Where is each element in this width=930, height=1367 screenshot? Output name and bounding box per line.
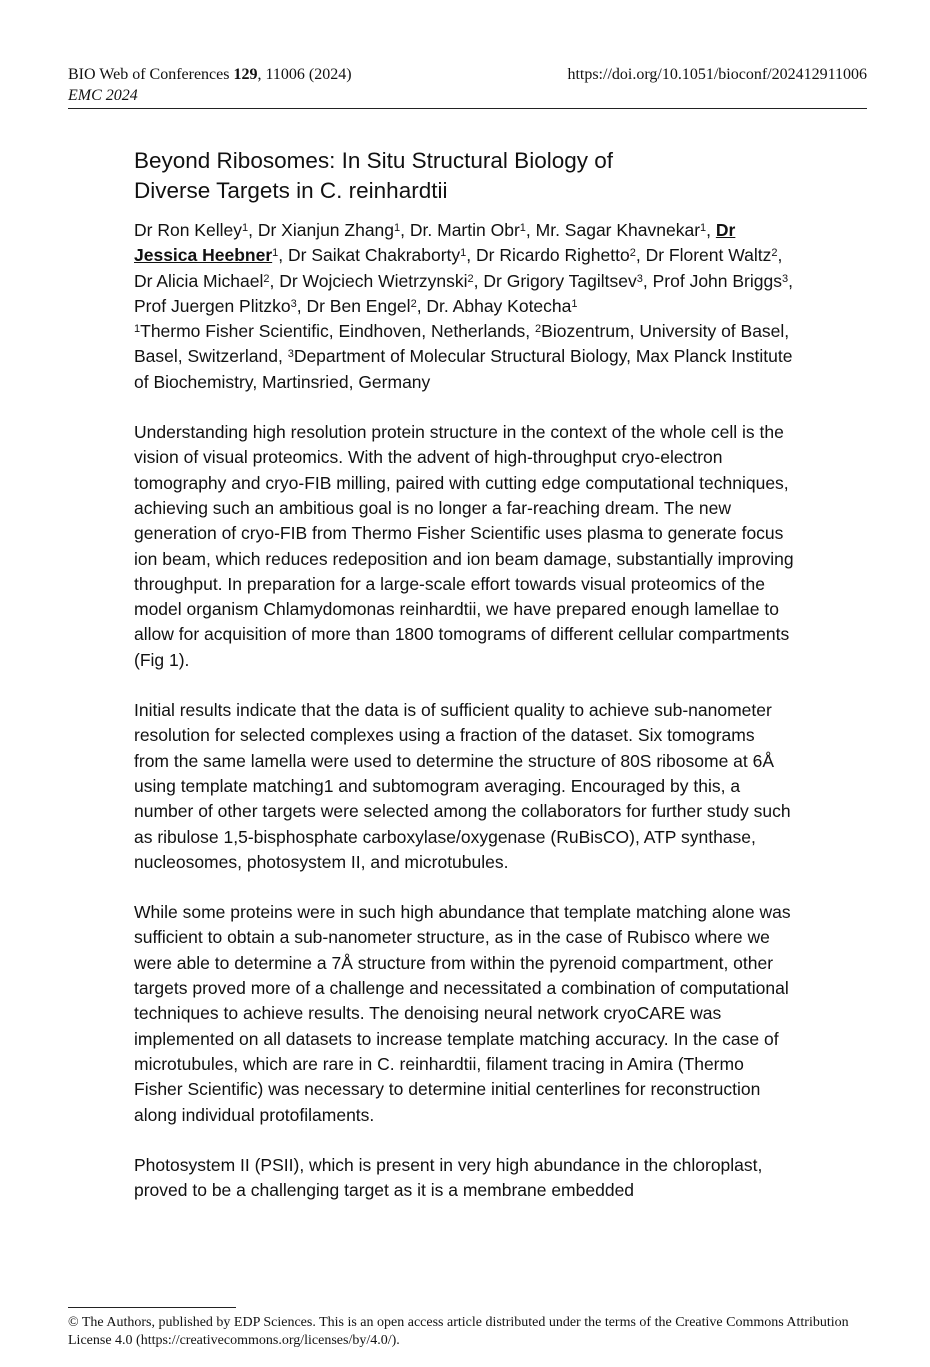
author: Dr Saikat Chakraborty$^1$ — [288, 245, 467, 266]
footer-divider — [68, 1307, 236, 1308]
author: Dr Florent Waltz$^2$ — [645, 245, 778, 266]
affiliation: Biozentrum, University of Basel, Basel, Switzerland, — [134, 321, 790, 367]
author: Dr Ricardo Righetto$^2$ — [476, 245, 636, 266]
header-divider — [68, 108, 867, 109]
journal-citation — [68, 64, 352, 106]
doi-link[interactable]: https://doi.org/10.1051/bioconf/202412911006 — [567, 66, 867, 83]
title-line-1: Beyond Ribosomes: In Situ Structural Biology of — [134, 148, 613, 173]
body-paragraph: Photosystem II (PSII), which is present in very high abundance in the chloroplast, proved to be a challenging target as it is a membrane embedded — [134, 1154, 763, 1201]
presenting-author-affiliation: 1 — [272, 247, 279, 260]
author-list: Dr Ron Kelley$^1$, Dr Xianjun Zhang$^1$, Dr. Martin Obr$^1$, Mr. Sagar Khavnekar$^1$, Dr Jessica Heebner$^1$, Dr Saikat Chakraborty$^1$, Dr Ricardo Righetto$^2$, Dr Florent Waltz$^2$, Dr Alicia Michael$^2$, Dr Wojciech Wietrzynski$^2$, Dr Grigory Tagiltsev$^3$, Prof John Briggs$^3$, Prof Juergen Plitzko$^3$, Dr Ben Engel$^2$, Dr. Abhay Kotecha$^1$ — [134, 220, 793, 316]
author: Dr Wojciech Wietrzynski$^2$ — [279, 270, 474, 291]
title-line-2: Diverse Targets in C. reinhardtii — [134, 178, 448, 203]
author: Dr. Martin Obr$^1$ — [409, 220, 526, 240]
event-name: EMC 2024 — [68, 87, 138, 104]
article-title — [134, 146, 794, 206]
presenting-author: Dr Jessica Heebner — [134, 220, 736, 266]
affiliation-marker: 1 — [134, 323, 141, 336]
author: Prof Juergen Plitzko$^3$ — [134, 295, 297, 316]
author: Prof John Briggs$^3$ — [652, 270, 789, 291]
author: Dr Alicia Michael$^2$ — [134, 270, 270, 291]
body-paragraph: Understanding high resolution protein structure in the context of the whole cell is the vision of visual proteomics. With the advent of high-throughput cryo-electron tomography and cryo-FIB milling, paired with cutting edge computational techniques, achieving such an ambitious goal is no longer a far-reaching dream. The new generation of cryo-FIB from Thermo Fisher Scientific uses plasma to generate focus ion beam, which reduces redeposition and ion beam damage, substantially improving throughput. In preparation for a large-scale effort towards visual proteomics of the model organism Chlamydomonas reinhardtii, we have prepared enough lamellae to allow for acquisition of more than 1800 tomograms of different cellular compartments (Fig 1). — [134, 422, 794, 670]
author: Dr. Abhay Kotecha$^1$ — [426, 295, 578, 316]
affiliation-marker: 3 — [287, 348, 294, 361]
author: Mr. Sagar Khavnekar$^1$ — [535, 220, 707, 240]
body-paragraph: While some proteins were in such high abundance that template matching alone was sufficient to obtain a sub-nanometer structure, as in the case of Rubisco where we were able to determine a 7Å structure from within the pyrenoid compartment, other targets proved more of a challenge and necessitated a combination of computational techniques to achieve results. The denoising neural network cryoCARE was implemented on all datasets to increase template matching accuracy. In the case of microtubules, which are rare in C. reinhardtii, filament tracing in Amira (Thermo Fisher Scientific) was necessary to determine initial centerlines for reconstruction along individual protofilaments. — [134, 902, 791, 1125]
body-paragraph: Initial results indicate that the data is of sufficient quality to achieve sub-nanometer resolution for selected complexes using a fraction of the dataset. Six tomograms from the same lamella were used to determine the structure of 80S ribosome at 6Å using template matching1 and subtomogram averaging. Encouraged by this, a number of other targets were selected among the collaborators for further study such as ribulose 1,5-bisphosphate carboxylase/oxygenase (RuBisCO), ATP synthase, nucleosomes, photosystem II, and microtubules. — [134, 700, 791, 872]
affiliation-list — [134, 319, 794, 395]
affiliation-marker: 2 — [535, 323, 542, 336]
journal-prefix: BIO Web of Conferences — [68, 66, 234, 83]
affiliation: Thermo Fisher Scientific, Eindhoven, Netherlands, — [140, 321, 536, 342]
article-content — [134, 146, 794, 1228]
journal-volume: 129 — [233, 66, 258, 83]
author: Dr Xianjun Zhang$^1$ — [257, 220, 401, 240]
author: Dr Ron Kelley$^1$ — [134, 220, 249, 240]
affiliation: Department of Molecular Structural Biology, Max Planck Institute of Biochemistry, Martinsried, Germany — [134, 346, 793, 392]
copyright-notice: © The Authors, published by EDP Sciences. This is an open access article distributed under the terms of the Creative Commons Attribution License 4.0 (https://creativecommons.org/licenses/by/4.0/). — [68, 1315, 849, 1348]
author: Dr Grigory Tagiltsev$^3$ — [483, 270, 643, 291]
author: Dr Ben Engel$^2$ — [306, 295, 417, 316]
article-info: , 11006 (2024) — [257, 66, 352, 83]
